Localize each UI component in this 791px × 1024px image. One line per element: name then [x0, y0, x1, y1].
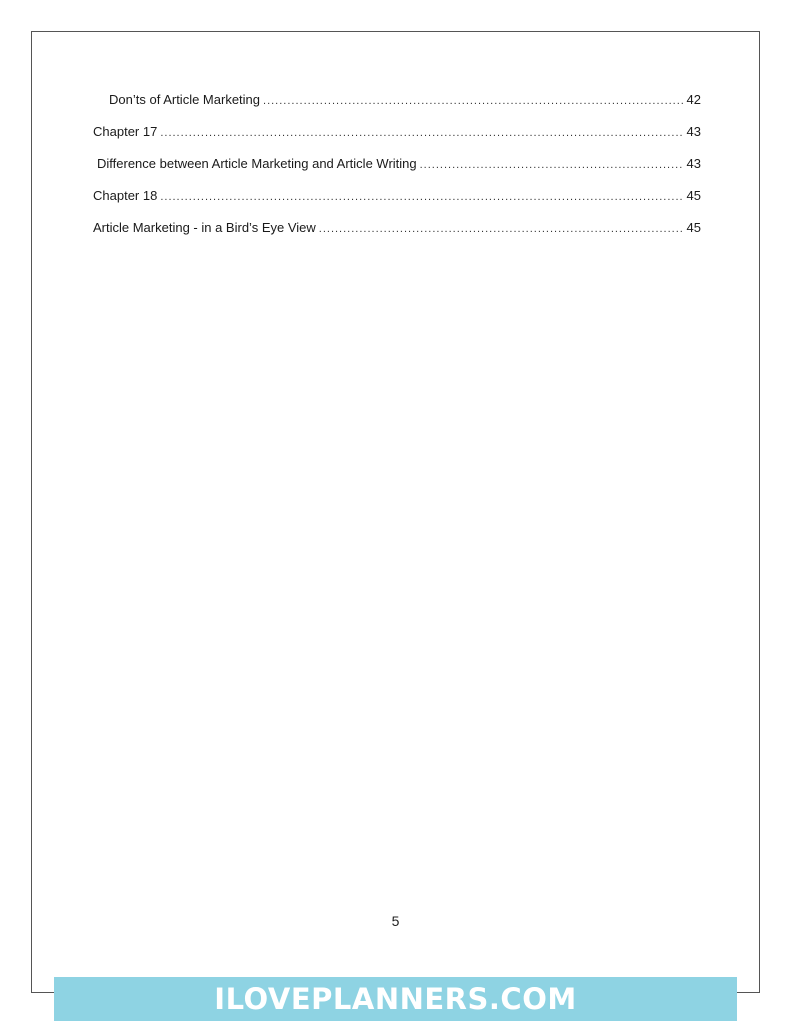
toc-leader-dots: [160, 191, 683, 203]
toc-entry-page: 45: [686, 188, 701, 203]
toc-entry-label: Chapter 18: [93, 188, 158, 203]
toc-entry-label: Don’ts of Article Marketing: [109, 92, 261, 107]
toc-entry-page: 42: [686, 92, 701, 107]
toc-entry[interactable]: [93, 92, 701, 124]
toc-entry-label: Article Marketing - in a Bird’s Eye View: [93, 220, 316, 235]
toc-leader-dots: [319, 223, 684, 235]
toc-leader-dots: [160, 127, 683, 139]
toc-entry[interactable]: [93, 156, 701, 188]
toc-entry[interactable]: [93, 220, 701, 252]
toc-entry[interactable]: [93, 124, 701, 156]
toc-entry-label: Difference between Article Marketing and Article Writing: [97, 156, 417, 171]
toc-entry-page: 43: [686, 156, 701, 171]
toc-entry[interactable]: [93, 188, 701, 220]
toc-entry-label: Chapter 17: [93, 124, 158, 139]
toc-entry-page: 45: [686, 220, 701, 235]
page-number: 5: [391, 913, 400, 929]
site-banner: [54, 977, 737, 1021]
table-of-contents: [93, 92, 701, 252]
toc-leader-dots: [263, 95, 684, 107]
toc-leader-dots: [420, 159, 684, 171]
banner-text: ILOVEPLANNERS.COM: [214, 982, 577, 1016]
toc-entry-page: 43: [686, 124, 701, 139]
